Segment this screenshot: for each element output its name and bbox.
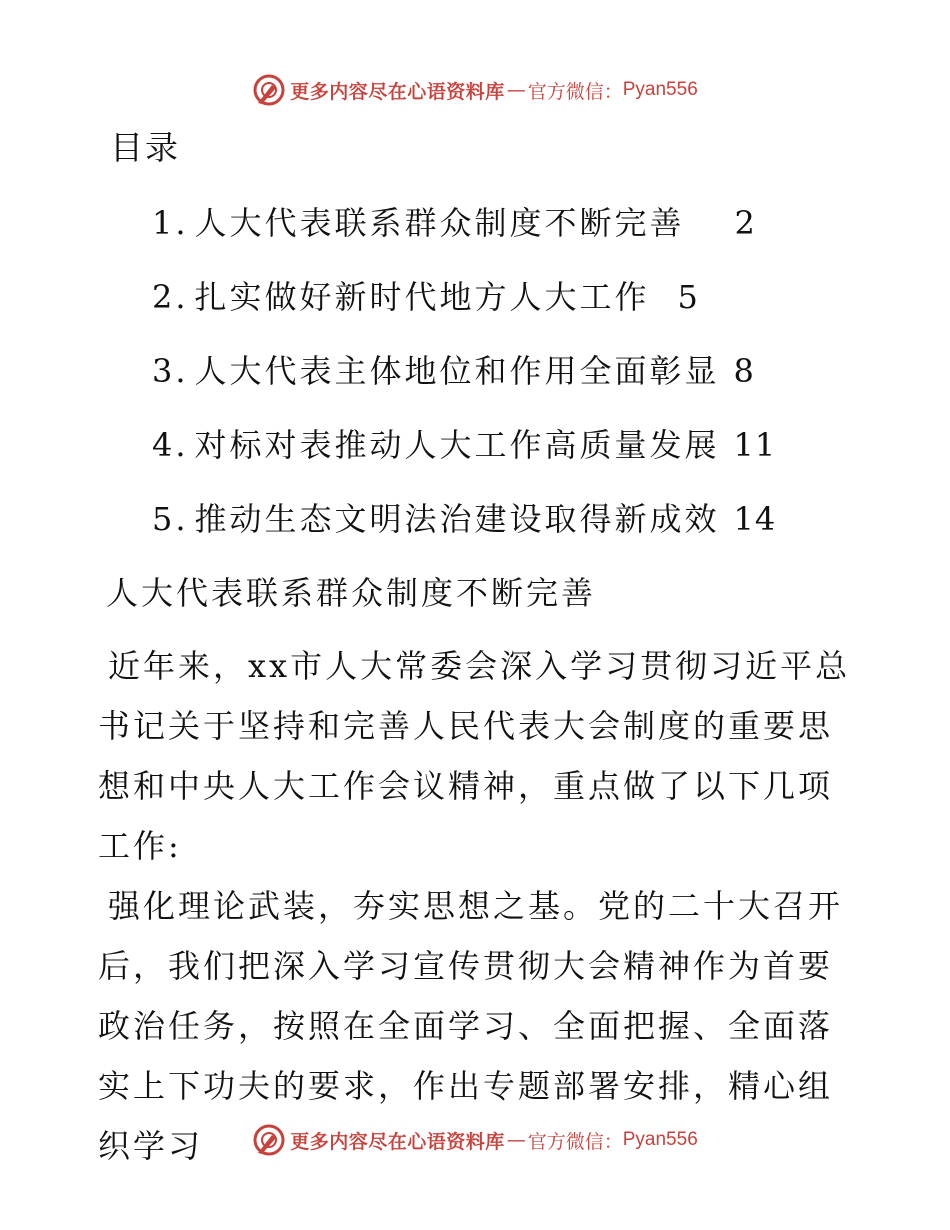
- watermark-dash: —: [506, 1129, 526, 1151]
- toc-item-page: 14: [733, 500, 777, 538]
- toc-item-page: 11: [733, 426, 777, 464]
- toc-item-number: 1.: [152, 204, 189, 242]
- pen-logo-icon: [252, 1123, 286, 1157]
- toc-item-text: 人大代表主体地位和作用全面彰显: [194, 352, 720, 390]
- toc-title: 目录: [110, 128, 180, 167]
- toc-item-page: 8: [733, 352, 755, 390]
- toc-item-text: 推动生态文明法治建设取得新成效: [194, 500, 720, 538]
- toc-item[interactable]: [152, 494, 776, 540]
- toc-item-page: 5: [677, 278, 699, 316]
- watermark-text: 更多内容尽在心语资料库: [290, 1130, 505, 1153]
- toc-item-number: 5.: [152, 500, 189, 538]
- toc-item[interactable]: [152, 346, 755, 392]
- body-paragraph: 近年来，xx市人大常委会深入学习贯彻习近平总书记关于坚持和完善人民代表大会制度的重要思想和中央人大工作会议精神，重点做了以下几项工作:: [98, 647, 851, 865]
- toc-item-number: 3.: [152, 352, 189, 390]
- toc-item-text: 扎实做好新时代地方人大工作: [194, 278, 650, 316]
- body-paragraph: 强化理论武装，夯实思想之基。党的二十大召开后，我们把深入学习宣传贯彻大会精神作为首要政治任务，按照在全面学习、全面把握、全面落实上下功夫的要求，作出专题部署安排，精心组织学习: [98, 887, 844, 1165]
- toc-item-number: 4.: [152, 426, 189, 464]
- toc-item[interactable]: [152, 272, 699, 318]
- toc-item-text: 对标对表推动人大工作高质量发展: [194, 426, 720, 464]
- watermark-label: 官方微信：: [527, 1130, 623, 1153]
- watermark-id: Pyan556: [622, 1129, 698, 1150]
- watermark-text: 更多内容尽在心语资料库: [290, 80, 505, 103]
- toc-item-page: 2: [734, 204, 756, 242]
- pen-logo-icon: [252, 73, 286, 107]
- watermark-dash: —: [506, 79, 526, 101]
- watermark-footer: [0, 1120, 950, 1160]
- watermark-id: Pyan556: [622, 79, 698, 100]
- watermark-header: [0, 70, 950, 110]
- section-heading: 人大代表联系群众制度不断完善: [106, 574, 597, 612]
- toc-item-text: 人大代表联系群众制度不断完善: [194, 204, 685, 242]
- toc-item[interactable]: [152, 420, 776, 466]
- watermark-label: 官方微信：: [527, 80, 623, 103]
- toc-item-number: 2.: [152, 278, 189, 316]
- toc-item[interactable]: [152, 198, 756, 244]
